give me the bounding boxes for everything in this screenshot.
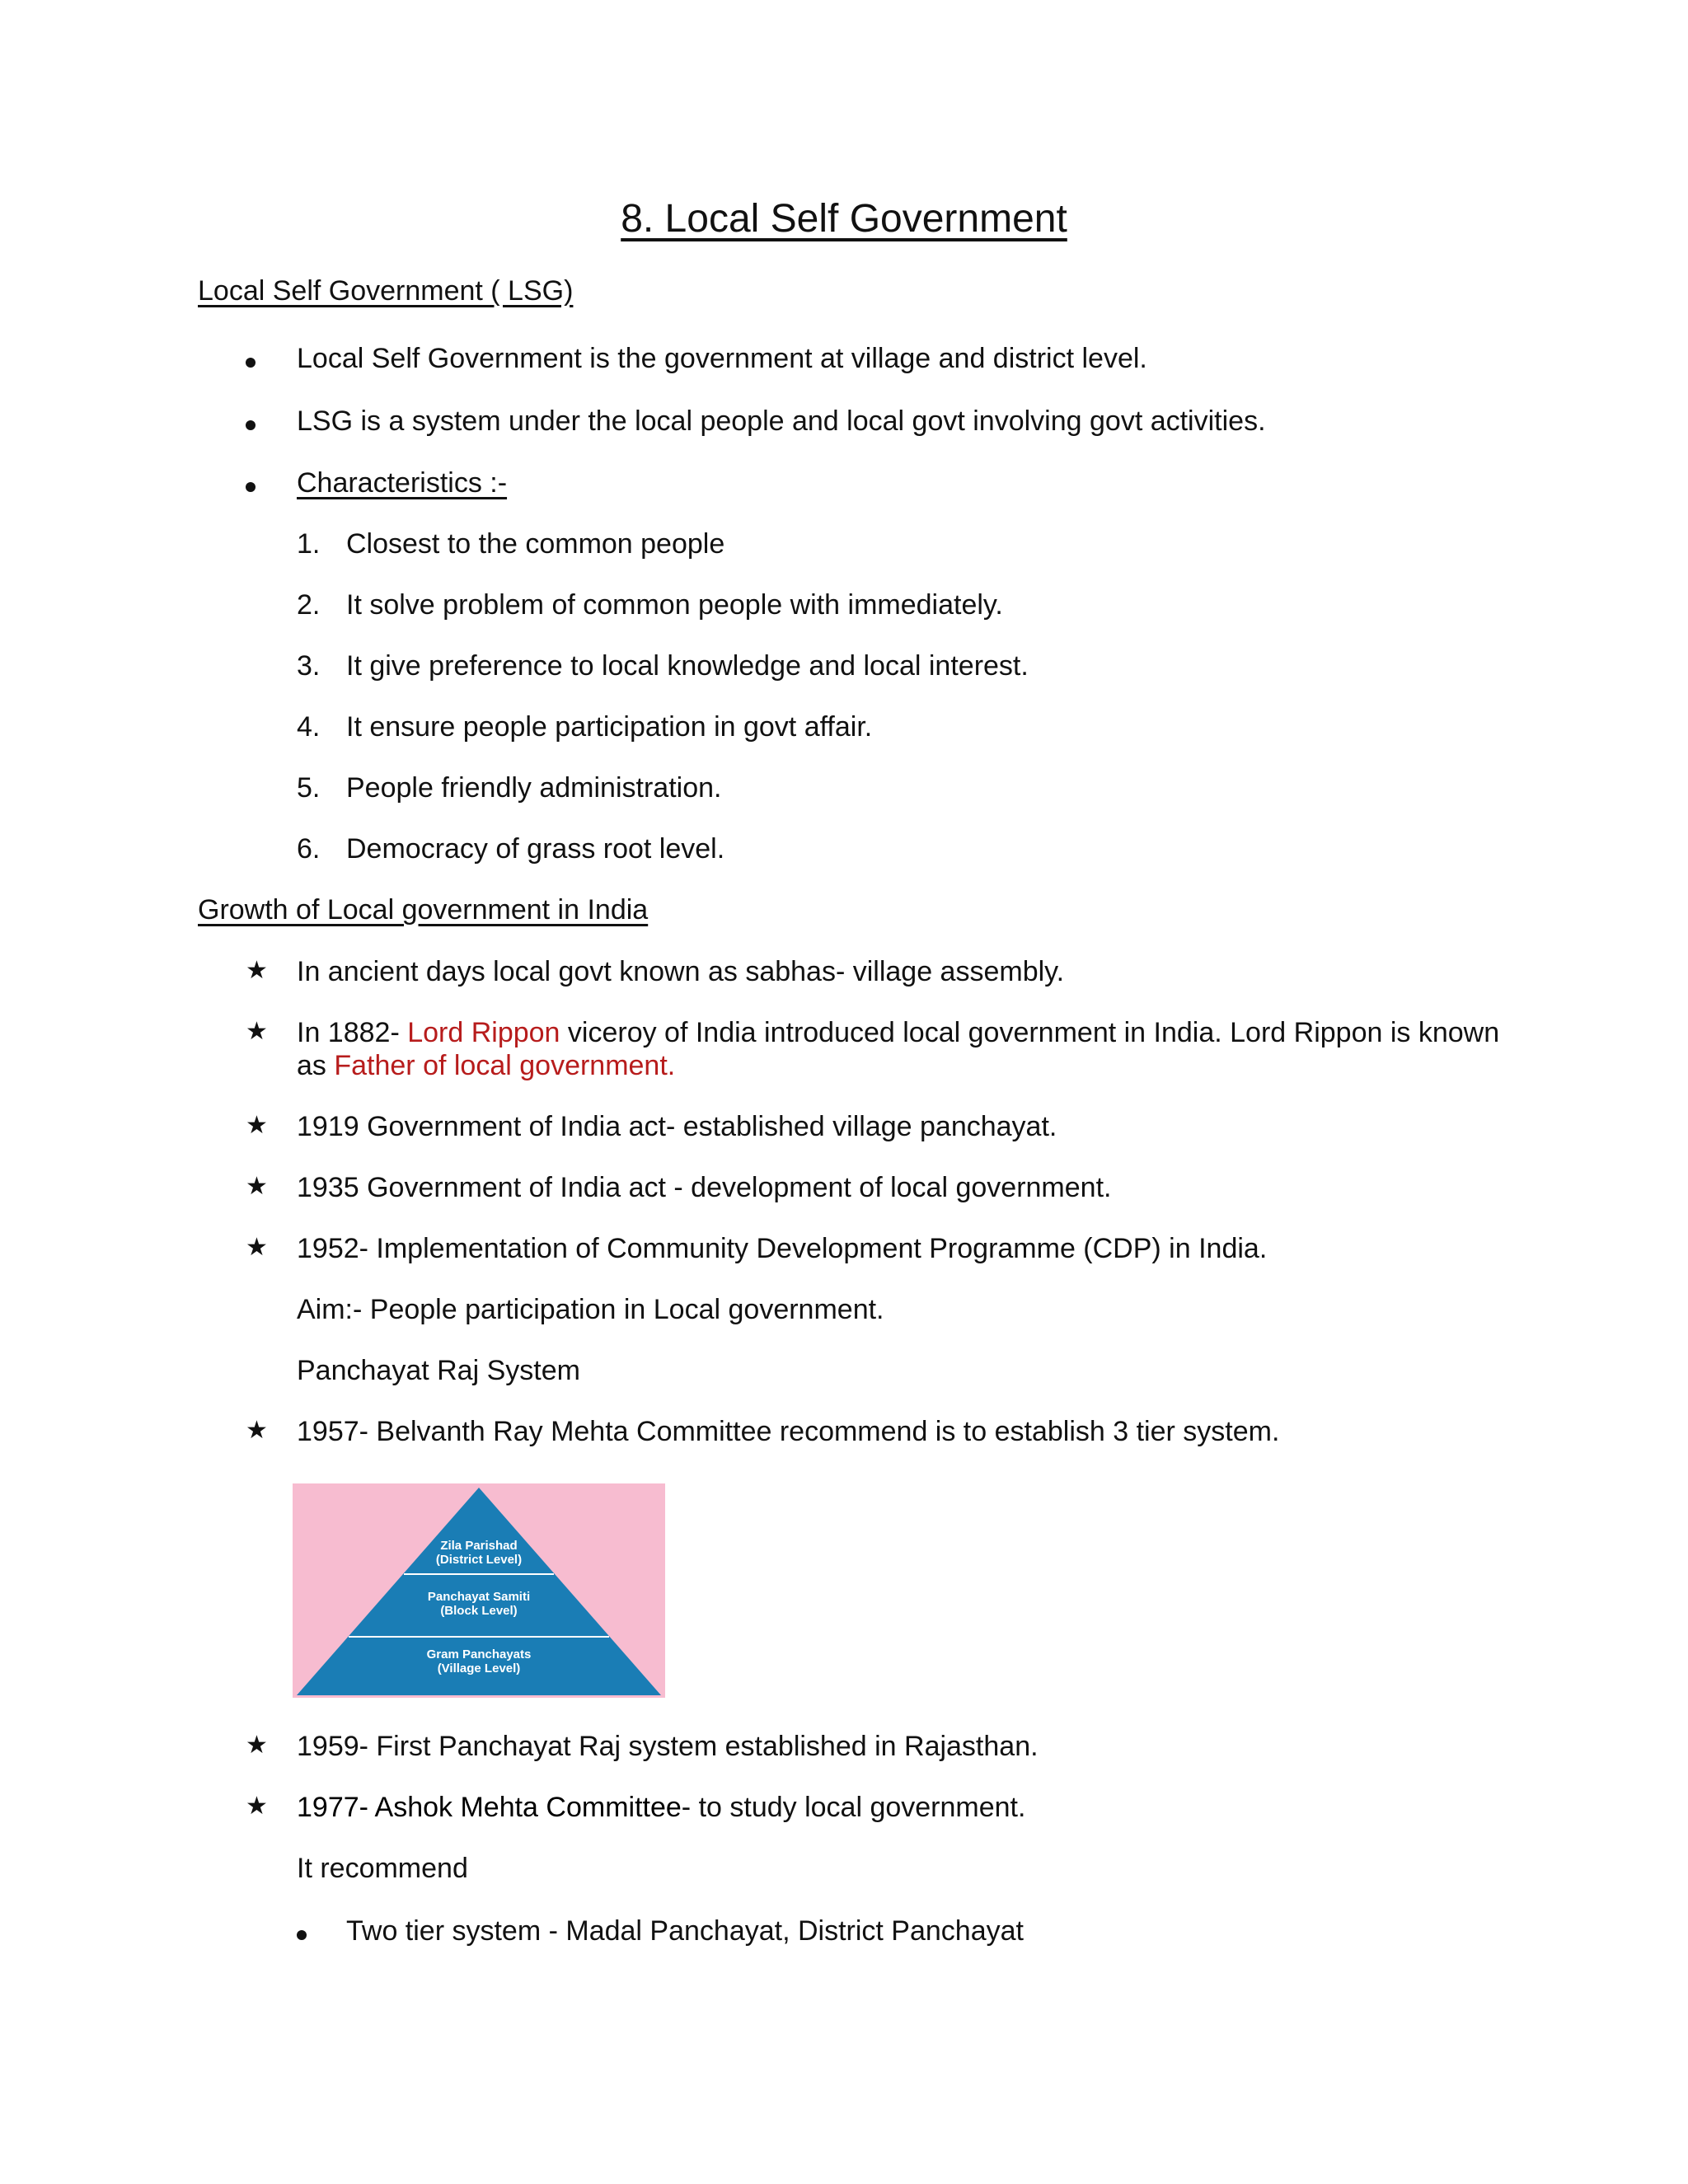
- text-prefix: In 1882-: [297, 1017, 408, 1048]
- tier-gram-panchayats: Gram Panchayats: [426, 1647, 532, 1661]
- list-number: 4.: [297, 711, 321, 743]
- section-heading-growth: Growth of Local government in India: [198, 894, 649, 926]
- characteristic-item: Closest to the common people: [346, 528, 725, 560]
- lsg-bullet-2: LSG is a system under the local people and local govt involving govt activities.: [297, 405, 1266, 437]
- three-tier-pyramid-diagram: [293, 1483, 665, 1698]
- growth-item-1959: 1959- First Panchayat Raj system established in Rajasthan.: [297, 1731, 1039, 1762]
- text-middle: viceroy of India introduced local government in India. Lord Rippon is known: [560, 1017, 1500, 1048]
- bullet-dot: [246, 482, 256, 492]
- growth-item-1935: 1935 Government of India act - development of local government.: [297, 1172, 1112, 1203]
- bullet-dot: [246, 420, 256, 430]
- star-bullet-icon: ★: [246, 1234, 268, 1261]
- star-bullet-icon: ★: [246, 1732, 268, 1759]
- characteristic-item: People friendly administration.: [346, 772, 722, 804]
- characteristics-label: Characteristics :-: [297, 467, 508, 499]
- growth-item-1919: 1919 Government of India act- established village panchayat.: [297, 1111, 1057, 1142]
- star-bullet-icon: ★: [246, 1417, 268, 1444]
- section-heading-lsg: Local Self Government ( LSG): [198, 275, 574, 307]
- page-title: 8. Local Self Government: [621, 197, 1067, 241]
- tier-zila-parishad-level: (District Level): [435, 1553, 523, 1567]
- growth-item-1977: [297, 1792, 1025, 1824]
- growth-item-1957: 1957- Belvanth Ray Mehta Committee recommend is to establish 3 tier system.: [297, 1416, 1280, 1447]
- growth-item-1882-line2: [297, 1050, 675, 1082]
- highlight-lord-rippon: Lord Rippon: [407, 1017, 560, 1048]
- growth-item-ancient: In ancient days local govt known as sabhas- village assembly.: [297, 956, 1065, 987]
- ashok-mehta-committee: 1977- Ashok Mehta Committee: [297, 1792, 682, 1823]
- list-number: 6.: [297, 833, 321, 865]
- growth-item-1952: 1952- Implementation of Community Development Programme (CDP) in India.: [297, 1233, 1268, 1264]
- text-rest: - to study local government.: [681, 1792, 1026, 1823]
- star-bullet-icon: ★: [246, 1793, 268, 1820]
- panchayat-raj-heading: Panchayat Raj System: [297, 1355, 580, 1386]
- characteristic-item: It solve problem of common people with immediately.: [346, 589, 1003, 621]
- characteristic-item: Democracy of grass root level.: [346, 833, 725, 865]
- two-tier-sub-bullet: Two tier system - Madal Panchayat, District Panchayat: [346, 1915, 1024, 1947]
- highlight-father-of-lg: Father of local government.: [334, 1050, 676, 1081]
- growth-item-1882: [297, 1017, 1499, 1049]
- tier-zila-parishad: Zila Parishad: [440, 1539, 518, 1553]
- list-number: 5.: [297, 772, 321, 804]
- bullet-dot: [297, 1930, 307, 1940]
- list-number: 3.: [297, 650, 321, 682]
- star-bullet-icon: ★: [246, 957, 268, 984]
- star-bullet-icon: ★: [246, 1173, 268, 1200]
- bullet-dot: [246, 358, 256, 368]
- characteristic-item: It give preference to local knowledge and local interest.: [346, 650, 1029, 682]
- aim-text: Aim:- People participation in Local government.: [297, 1294, 884, 1325]
- text-prefix: as: [297, 1050, 335, 1081]
- characteristic-item: It ensure people participation in govt affair.: [346, 711, 873, 743]
- star-bullet-icon: ★: [246, 1112, 268, 1139]
- recommend-text: It recommend: [297, 1853, 468, 1884]
- star-bullet-icon: ★: [246, 1018, 268, 1045]
- tier-panchayat-samiti-level: (Block Level): [440, 1604, 518, 1618]
- list-number: 1.: [297, 528, 321, 560]
- lsg-bullet-1: Local Self Government is the government at village and district level.: [297, 343, 1147, 374]
- tier-gram-panchayats-level: (Village Level): [437, 1661, 521, 1675]
- list-number: 2.: [297, 589, 321, 621]
- tier-panchayat-samiti: Panchayat Samiti: [427, 1590, 531, 1604]
